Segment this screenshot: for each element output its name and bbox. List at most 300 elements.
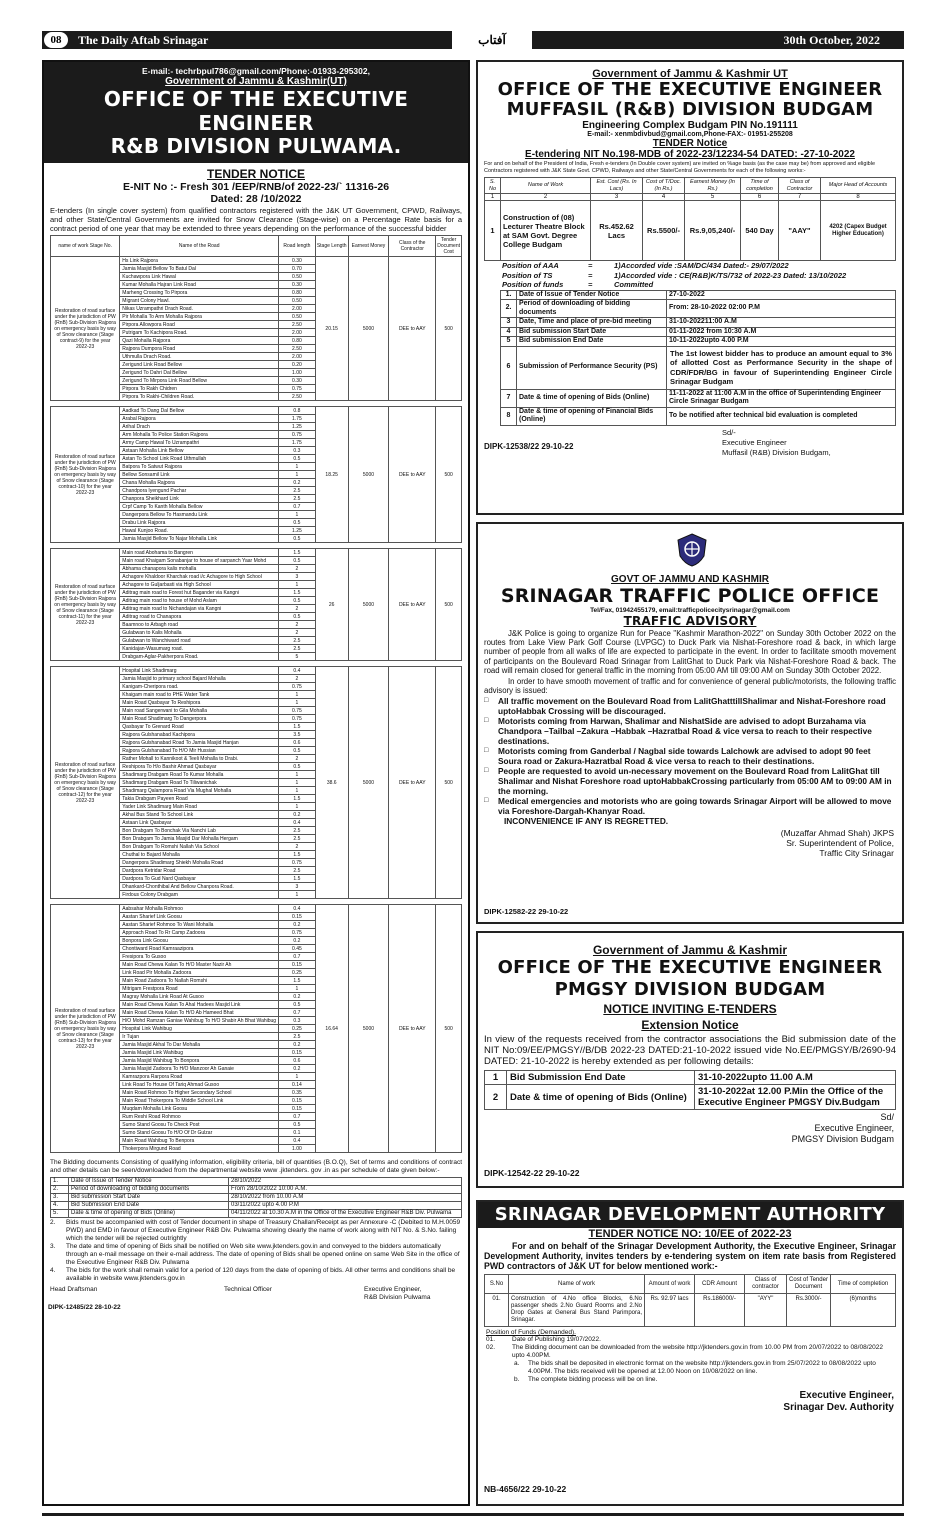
pmgsy-division-title: PMGSY DIVISION BUDGAM (554, 979, 826, 1000)
schedule-cell: 10-11-2022upto 4.00 P.M (667, 337, 896, 347)
road-name: Dangerpora Shadimarg Shiekh Mohalla Road (120, 859, 279, 867)
schedule-cell: 8 (501, 407, 517, 425)
budgam-col-number: 3 (591, 194, 643, 201)
advisory-item: □ Motorists coming from Harwan, Shalimar and NishatSide are advised to adopt Burzahama via Chandpora –Tailbal –Zakura –Habbak –Hazratbal Road & vice versa to reach to their respective destinations. (478, 716, 896, 746)
road-name: Kuchawpora Link Hawal (120, 273, 279, 281)
budgam-cell: Rs.9,05,240/- (685, 201, 741, 261)
road-name: Kanigam-Cheripora road. (120, 683, 279, 691)
budgam-cell: "AAY" (779, 201, 821, 261)
road-name: Achagore to Guljarbasti via High School (120, 581, 279, 589)
sda-dipk: NB-4656/22 29-10-22 (484, 1484, 567, 1494)
budgam-cell: Construction of (08) Lecturer Theatre Block at SAM Govt. Degree College Budgam (501, 201, 591, 261)
road-name: Aastan Sharief Link Goosu (120, 913, 279, 921)
road-length: 0.15 (279, 1049, 316, 1057)
road-name: Hospital Link Wahibug (120, 1025, 279, 1033)
road-name: Bon Drabgam To Romshi Nallah Via School (120, 843, 279, 851)
stage-stage: 16.64 (315, 905, 348, 1153)
road-name: Migrant Colony Hawl. (120, 297, 279, 305)
sda-col-header: CDR Amount (695, 1275, 745, 1294)
road-length: 0.75 (279, 385, 316, 393)
schedule-cell: 28/10/2022 (229, 1178, 462, 1186)
road-length: 0.8 (279, 407, 316, 415)
road-length: 1 (279, 581, 316, 589)
newspaper-name: The Daily Aftab Srinagar (78, 33, 209, 47)
road-name: Main Road Zadoora To Nallah Romshi (120, 977, 279, 985)
road-name: Dhankard-Chonthibal And Bellow Chanpora Road. (120, 883, 279, 891)
position-eq: = (588, 261, 593, 270)
budgam-intro: For and on behalf of the President of India, Fresh e-tenders (In Double cover system) are invited on %age basis (as the case may be) from approved and eligible Contractors registered with J&K State Govt. CPWD, Railways and other State/Central Governments for each of the following works:- (484, 161, 876, 174)
pmgsy-intro: In view of the requests received from the contractor associations the Bid submission date of the NIT No:09/EE/PMGSY//B/DB 2022-23 DATED:21-10-2022 issued vide No.EE/PMGSY/B/2690-94 DATED: 21-10-2022 is hereby extended as per following details: (484, 1034, 896, 1067)
budgam-col-number: 5 (685, 194, 741, 201)
sda-tender-ad (476, 1200, 904, 1506)
sda-col-header: S.No (485, 1275, 509, 1294)
road-name: Pirpora To Rakh Chidren (120, 385, 279, 393)
budgam-cell: 4202 (Capex Budget Higher Education) (821, 201, 896, 261)
pmgsy-cell: 1 (485, 1071, 507, 1085)
position-value: 1)Accorded vide :SAM/DC/434 Dated:- 29/07/2022 (614, 261, 789, 270)
traffic-advisory-heading: TRAFFIC ADVISORY (623, 614, 757, 628)
road-length: 0.5 (279, 1001, 316, 1009)
road-name: Main Road Rohmoo To Higher Secondary School (120, 1089, 279, 1097)
road-length: 1.5 (279, 875, 316, 883)
road-name: Main Road Thokerpora To Middle School Link (120, 1097, 279, 1105)
road-length: 1.5 (279, 589, 316, 597)
stage-cls: DEE to AAY (389, 257, 436, 401)
traffic-dipk: DIPK-12582-22 29-10-22 (484, 907, 569, 916)
road-name: Magray Mohalla Link Road At Gusoo (120, 993, 279, 1001)
road-name: Dangerpora Bellow To Hasmandu Link (120, 511, 279, 519)
road-length: 0.50 (279, 273, 316, 281)
pulwama-col-header: Earnest Money (348, 236, 389, 257)
table-row (51, 549, 462, 557)
road-name: Gulabwan to Wanchiward road (120, 637, 279, 645)
road-name: Link Road Pir Mohalla Zadoora (120, 969, 279, 977)
advisory-item: □ Medical emergencies and motorists who are going towards Srinagar Airport will be allowed to move via Foreshore-Dargah-Khanyar Road. (478, 796, 896, 816)
road-length: 0.75 (279, 707, 316, 715)
pulwama-schedule-table (50, 1177, 462, 1218)
pmgsy-row (485, 1071, 896, 1085)
position-label: Position of AAA (502, 261, 559, 270)
road-length: 0.2 (279, 811, 316, 819)
traffic-para1: J&K Police is going to organize Run for Peace "Kashmir Marathon-2022" on Sunday 30th October 2022 on the routes from Lake View Park Golf Course (LVPGC) to Duck Park via Nishat-Foreshore road & back, in which large number of people from all walks of life are expected to participate in the event. In order to facilitate smooth movement of participants on the Boulevard Road Srinagar from LalitGhat to Duck Park via Nishat-Foreshore Road & back. The road will remain closed for general traffic in the morning from 05:00 AM till 09:00 AM on Sunday 30th October 2022. (484, 629, 896, 675)
pulwama-tender-ad (42, 60, 470, 1506)
road-length: 0.7 (279, 953, 316, 961)
table-row (51, 905, 462, 913)
schedule-cell: 01-11-2022 from 10:30 A.M (667, 327, 896, 337)
sda-point-number: 01. (486, 1336, 496, 1343)
road-length: 0.2 (279, 1041, 316, 1049)
road-name: Thokerpora Mirgund Road (120, 1145, 279, 1153)
stage-stage: 38.6 (315, 667, 348, 899)
road-name: Aabsahar Mohalla Rohmoo (120, 905, 279, 913)
road-length: 1 (279, 471, 316, 479)
road-name: Crpf Camp To Kanth Mohalla Bellow (120, 503, 279, 511)
pmgsy-sign-ee: Executive Engineer, (814, 1123, 894, 1133)
road-length: 0.30 (279, 281, 316, 289)
road-length: 0.15 (279, 1097, 316, 1105)
road-name: Main Road Qasbayar To Reshipora (120, 699, 279, 707)
road-name: Sumo Stand Goosu To H/O Of Dr Gulzar (120, 1129, 279, 1137)
road-length: 0.70 (279, 265, 316, 273)
pulwama-sign-ee2: R&B Division Pulwama (364, 1294, 431, 1301)
road-name: Shadimarg Drabgam Road To Kumar Mohalla (120, 771, 279, 779)
sda-sign-authority: Srinagar Dev. Authority (783, 1402, 894, 1413)
schedule-row (51, 1194, 462, 1202)
road-name: Firdous Colony Drabgam (120, 891, 279, 899)
stage-cls: DEE to AAY (389, 667, 436, 899)
road-name: Arm Mohalla To Police Station Rajpora (120, 431, 279, 439)
schedule-cell: Submission of Performance Security (PS) (517, 346, 667, 389)
road-length: 0.6 (279, 739, 316, 747)
budgam-division-title: MUFFASIL (R&B) DIVISION BUDGAM (506, 99, 874, 120)
road-name: Pirpora Allowpora Road (120, 321, 279, 329)
pmgsy-cell: Bid Submission End Date (507, 1071, 695, 1085)
road-name: Jamia Masjid Link Wahibug (120, 1049, 279, 1057)
position-value: Committed (614, 280, 654, 289)
sda-cell: (6)months (831, 1294, 896, 1327)
schedule-cell: Date of Issue of Tender Notice (69, 1178, 229, 1186)
budgam-cell: 540 Day (741, 201, 779, 261)
schedule-row (501, 290, 896, 300)
pulwama-works-table (50, 235, 462, 1153)
budgam-cell: Rs.5500/- (643, 201, 685, 261)
sda-cell: 01. (485, 1294, 509, 1327)
road-name: Aastan Sharief Rohmoo To Wani Mohalla (120, 921, 279, 929)
pmgsy-table (484, 1070, 896, 1110)
road-length: 0.5 (279, 763, 316, 771)
road-name: Drabgam-Aglar-Pakherpora Road. (120, 653, 279, 661)
stage-em: 5000 (348, 549, 389, 661)
road-name: Shadimarg Qalampora Road Via Mughal Mohalla (120, 787, 279, 795)
road-name: Main road Khaigam Sonabanjar to house of sarpanch Yaar Mohd (120, 557, 279, 565)
road-name: Fresipora To Gusoo (120, 953, 279, 961)
budgam-sign-ee: Executive Engineer (722, 437, 787, 447)
road-length: 1.5 (279, 977, 316, 985)
pmgsy-cell: 2 (485, 1085, 507, 1110)
budgam-nit: E-tendering NIT No.198-MDB of 2022-23/12234-54 DATED: -27-10-2022 (525, 149, 855, 160)
road-length: 0.7 (279, 1009, 316, 1017)
budgam-gov: Government of Jammu & Kashmir UT (592, 68, 788, 80)
road-name: Nikas Uzrampathri Drach Road. (120, 305, 279, 313)
road-length: 0.5 (279, 1121, 316, 1129)
road-length: 0.2 (279, 993, 316, 1001)
schedule-cell: 3 (501, 318, 517, 328)
sda-sign-ee: Executive Engineer, (799, 1390, 894, 1401)
road-name: Bon Drabgam To Jamia Masjid Dar Mohalla Hergam (120, 835, 279, 843)
sda-funds: Position of Funds (Demanded). (486, 1329, 576, 1336)
sda-point-text: Date of Publishing 19/07/2022. (512, 1336, 601, 1343)
note-text: The date and time of opening of Bids shall be notified on Web site www.jktenders.gov.in and conveyed to the bidders automatically through an e-mail message on their e-mail address. The date of opening of Bids shall be opened online on same Web Site in the office of the Executive Engineer R&B Div. Pulwama (66, 1243, 460, 1266)
road-name: Ir Tujan (120, 1033, 279, 1041)
road-length: 2.5 (279, 637, 316, 645)
road-length: 0.20 (279, 361, 316, 369)
traffic-para2: In order to have smooth movement of traffic and for convenience of general public/motorists, the following traffic advisory is issued: (484, 677, 896, 696)
pulwama-division-title: R&B DIVISION PULWAMA. (110, 134, 402, 158)
advisory-item: □ Motorists coming from Ganderbal / Nagbal side towards Lalchowk are advised to adopt 90 feet Soura road or Zakura-Hazratbal Road & vice versa to reach to their destinations. (478, 746, 896, 766)
schedule-cell: Period of downloading of bidding documents (517, 300, 667, 318)
road-length: 1.00 (279, 1145, 316, 1153)
schedule-cell: Date of Issue of Tender Notice (517, 290, 667, 300)
shield-icon (674, 532, 710, 568)
road-length: 2.5 (279, 835, 316, 843)
road-length: 1.5 (279, 851, 316, 859)
road-name: Aditrag main road to Forest hut Bagander via Kangni (120, 589, 279, 597)
note-text: The bids for the work shall remain valid for a period of 120 days from the date of opening of bids. All other terms and conditions shall be available in website www.jktenders.gov.in (66, 1267, 456, 1282)
road-length: 1.00 (279, 369, 316, 377)
budgam-col-header: Name of Work (501, 178, 591, 194)
road-name: Akhal Bus Stand To School Link (120, 811, 279, 819)
table-row (51, 257, 462, 265)
schedule-row (51, 1186, 462, 1194)
road-name: Gulabwan to Kalis Mohalla (120, 629, 279, 637)
budgam-col-header: Earnest Money (In Rs.) (685, 178, 741, 194)
position-label: Position of TS (502, 270, 553, 280)
road-length: 0.5 (279, 455, 316, 463)
schedule-cell: Bid Submission End Date (69, 1202, 229, 1210)
road-length: 0.30 (279, 377, 316, 385)
pulwama-nit: E-NIT No :- Fresh 301 /EEP/RNB/of 2022-23/` 11316-26 (122, 181, 390, 193)
pulwama-sign-tech: Technical Officer (224, 1286, 272, 1293)
pmgsy-office-title: OFFICE OF THE EXECUTIVE ENGINEER (497, 957, 883, 978)
road-length: 2.5 (279, 645, 316, 653)
road-name: Astaan Link Qasbayar (120, 819, 279, 827)
schedule-cell: Date & time of opening of Financial Bids (Online) (517, 407, 667, 425)
sda-point-text: The Bidding document can be downloaded from the website http://jktenders.gov.in from 10.00 PM from 20/07/2022 to 08/08/2022 upto 4.00PM. (512, 1344, 883, 1359)
road-length: 1 (279, 985, 316, 993)
road-length: 0.2 (279, 921, 316, 929)
pulwama-sign-ee1: Executive Engineer, (364, 1286, 422, 1293)
road-name: Aadkad To Dang Dal Bellow (120, 407, 279, 415)
newspaper-logo: آفتاب (452, 31, 532, 49)
stage-name: Restoration of road surface under the jurisdiction of PW (RnB) Sub-Division Rajpora on emergency basis by way of Snow clearance (Stage contract-12) for the year 2022-23 (51, 667, 120, 899)
schedule-cell: 2. (501, 300, 517, 318)
budgam-col-header: Time of completion (741, 178, 779, 194)
road-length: 0.4 (279, 905, 316, 913)
road-length: 0.25 (279, 969, 316, 977)
schedule-cell: Date, Time and place of pre-bid meeting (517, 318, 667, 328)
road-length: 1 (279, 463, 316, 471)
sda-subpoint (514, 1376, 894, 1384)
road-name: Sumo Stand Goosu To Check Post (120, 1121, 279, 1129)
road-length: 0.5 (279, 597, 316, 605)
road-length: 1.75 (279, 439, 316, 447)
position-label: Position of funds (502, 280, 564, 289)
budgam-cell: 1 (485, 201, 501, 261)
road-name: H/O Mohd Ramzan Ganiae Wahibug To H/O Shabir Ah Bhat Wahibug (120, 1017, 279, 1025)
stage-cost: 500 (436, 667, 462, 899)
road-name: Approach Road To Rr Camp Zadoora (120, 929, 279, 937)
road-length: 1 (279, 1073, 316, 1081)
traffic-sign-title: Sr. Superintendent of Police, (786, 838, 894, 849)
road-name: Zerigund Link Road Bellow (120, 361, 279, 369)
stage-stage: 26 (315, 549, 348, 661)
pulwama-gov: Government of Jammu & Kashmir(UT) (165, 76, 347, 87)
road-length: 2 (279, 755, 316, 763)
road-length: 0.80 (279, 289, 316, 297)
police-emblem (674, 532, 710, 568)
road-length: 0.7 (279, 1113, 316, 1121)
schedule-cell: Date & time of opening of Bids (Online) (69, 1210, 229, 1218)
road-length: 2 (279, 565, 316, 573)
stage-stage: 18.25 (315, 407, 348, 543)
road-length: 1 (279, 891, 316, 899)
road-length: 2 (279, 675, 316, 683)
pulwama-bidding-text: The Bidding documents Consisting of qualifying information, eligibility criteria, bill of quantities (B.O.Q), Set of terms and conditions of contract and other details can be seen/downloaded from the departmental website www .jktenders. gov .in as per schedule of date given below:- (50, 1159, 462, 1174)
schedule-cell: To be notified after technical bid evaluation is completed (667, 407, 896, 425)
pulwama-col-header: Road length (279, 236, 316, 257)
road-length: 0.15 (279, 961, 316, 969)
road-length: 0.75 (279, 715, 316, 723)
road-length: 0.80 (279, 337, 316, 345)
road-length: 1.25 (279, 423, 316, 431)
road-name: Main Road Chewa Kalan To H/O Master Nazir Ah (120, 961, 279, 969)
road-length: 0.5 (279, 519, 316, 527)
schedule-cell: The 1st lowest bidder has to produce an amount equal to 3% of allotted Cost as Performance Security in the shape of CDR/FDR/BG in favour of Superintending Engineer Circle Srinagar Budgam (667, 346, 896, 389)
schedule-cell: 1. (51, 1178, 69, 1186)
road-length: 2.00 (279, 305, 316, 313)
road-name: Hs Link Rajpora (120, 257, 279, 265)
position-value: 1)Accorded vide : CE(R&B)K/TS/732 of 2022-23 Dated: 13/10/2022 (614, 270, 847, 280)
footer-rule (42, 1513, 904, 1516)
road-name: Astan To School Link Road Uthmullah (120, 455, 279, 463)
road-length: 0.15 (279, 1105, 316, 1113)
road-length: 0.2 (279, 479, 316, 487)
road-name: Aditrag main road to Nichandajan via Kangni (120, 605, 279, 613)
road-name: Main Road Chewa Kalan To H/O Ab Hameed Bhat (120, 1009, 279, 1017)
road-name: Muqdam Mohalla Link Goosu (120, 1105, 279, 1113)
pulwama-col-header: Stage Length (315, 236, 348, 257)
sda-subpoint-text: The complete bidding process will be on line. (528, 1376, 658, 1383)
road-length: 0.15 (279, 913, 316, 921)
budgam-schedule-table (500, 290, 896, 426)
note-number: 2. (50, 1219, 56, 1226)
sda-subpoint-letter: b. (514, 1376, 520, 1383)
road-name: Rajpora Dumpora Road (120, 345, 279, 353)
sda-cell: Rs. 92.97 lacs (645, 1294, 695, 1327)
road-length: 0.50 (279, 313, 316, 321)
road-length: 0.75 (279, 683, 316, 691)
road-length: 5 (279, 653, 316, 661)
position-eq: = (588, 270, 593, 280)
road-name: Main Road Wahibug To Benpora (120, 1137, 279, 1145)
road-length: 1.5 (279, 795, 316, 803)
road-name: Jamia Masjid to primary school Bajard Mohalla (120, 675, 279, 683)
schedule-cell: 6 (501, 346, 517, 389)
road-name: Arabal Rajpora (120, 415, 279, 423)
traffic-sign-name: (Muzaffar Ahmad Shah) JKPS (780, 828, 894, 839)
road-name: Rajpora Gulshanabad Kachipora (120, 731, 279, 739)
budgam-office-title: OFFICE OF THE EXECUTIVE ENGINEER (497, 79, 883, 100)
stage-cost: 500 (436, 257, 462, 401)
pulwama-col-header: Tender Document Cost (437, 237, 461, 255)
pmgsy-row (485, 1085, 896, 1110)
budgam-col-header: Class of Contractor (779, 178, 821, 194)
sda-cell: "AYY" (745, 1294, 787, 1327)
schedule-row (51, 1178, 462, 1186)
pulwama-col-header: Name of the Road (120, 236, 279, 257)
sda-subpoint-text: The bids shall be deposited in electronic format on the website http://jktenders.gov.in from 25/07/2022 to 08/08/2022 upto 4.00PM. The bids received will be opened at 12.00 Noon on 10/08/2022 on line. (528, 1360, 876, 1375)
road-name: Bellow Sonsamil Link (120, 471, 279, 479)
road-length: 1 (279, 691, 316, 699)
stage-name: Restoration of road surface under the jurisdiction of PW (RnB) Sub-Division Rajpora on emergency basis by way of Snow clearance (Stage contract-9) for the year 2022-23 (51, 257, 120, 401)
schedule-cell: Bid submission Start Date (69, 1194, 229, 1202)
road-length: 1 (279, 771, 316, 779)
road-name: Mitrigam Frestpora Road (120, 985, 279, 993)
stage-cls: DEE to AAY (389, 407, 436, 543)
stage-stage: 20.15 (315, 257, 348, 401)
road-name: Aditrag road to Chanapora (120, 613, 279, 621)
road-name: Chandpora Iyengund Pachar (120, 487, 279, 495)
road-length: 0.4 (279, 819, 316, 827)
road-name: Khaigam main road to PHE Water Tank (120, 691, 279, 699)
road-name: Batpora To Satwut Rajpora (120, 463, 279, 471)
pmgsy-gov: Government of Jammu & Kashmir (592, 943, 788, 957)
pulwama-dipk: DIPK-12485/22 28-10-22 (48, 1304, 121, 1311)
pulwama-col-header: Class of the Contractor (389, 236, 436, 257)
pulwama-office-title: OFFICE OF THE EXECUTIVE ENGINEER (103, 87, 409, 135)
road-length: 2.5 (279, 867, 316, 875)
budgam-col-number: 1 (485, 194, 501, 201)
road-name: Chana Mohalla Rajpora (120, 479, 279, 487)
road-name: Pirpora To Rakhi-Children Road. (120, 393, 279, 401)
sda-title: SRINAGAR DEVELOPMENT AUTHORITY (478, 1202, 902, 1228)
road-name: Zerigund To Dahri Dal Bellow (120, 369, 279, 377)
pulwama-sign-head: Head Draftsman (50, 1286, 98, 1293)
budgam-cell: Rs.452.62 Lacs (591, 201, 643, 261)
schedule-cell: From: 28-10-2022 02:00 P.M (667, 300, 896, 318)
schedule-cell: 11-11-2022 at 11:00 A.M in the office of Superintending Engineer Circle Srinagar Budgam (667, 389, 896, 407)
road-name: Rajpora Gulshanabad Road To Jamia Masjid Hanjan (120, 739, 279, 747)
road-name: Jamia Masjid Zadoora To H/O Manzoor Ah Ganaie (120, 1065, 279, 1073)
road-name: Main road Abohama to Bangren (120, 549, 279, 557)
road-name: Jamia Masjid Bellow To Batul Dal (120, 265, 279, 273)
road-length: 2.50 (279, 345, 316, 353)
schedule-cell: Bid submission End Date (517, 337, 667, 347)
road-name: Hospital Link Shadimarg (120, 667, 279, 675)
road-name: Dardpora Ketridar Road (120, 867, 279, 875)
road-name: Uthmulla Drach Road. (120, 353, 279, 361)
road-length: 0.6 (279, 1057, 316, 1065)
road-length: 0.5 (279, 557, 316, 565)
pulwama-dated: Dated: 28 /10/2022 (210, 193, 302, 205)
note-item (50, 1219, 462, 1243)
road-length: 1.5 (279, 549, 316, 557)
budgam-col-number: 8 (821, 194, 896, 201)
pulwama-col-header: name of work Stage No. (51, 236, 120, 257)
advisory-item: □ People are requested to avoid un-necessary movement on the Boulevard Road from LalitGhat till Shalimar and Nishat Foreshore road uptoHabbakCrossing particularly from 05:00 AM to 09:00 AM in the morning. (478, 766, 896, 796)
stage-em: 5000 (348, 667, 389, 899)
road-name: Chontiward Road Kamraazipora (120, 945, 279, 953)
pmgsy-notice: NOTICE INVITING E-TENDERS (603, 1002, 777, 1016)
budgam-sd: Sd/- (722, 427, 736, 437)
sda-col-header: Class of contractor (745, 1275, 787, 1294)
sda-cell: Rs.3000/- (787, 1294, 831, 1327)
road-length: 0.3 (279, 447, 316, 455)
schedule-cell: Bid submission Start Date (517, 327, 667, 337)
road-length: 2.50 (279, 321, 316, 329)
road-name: Aditrag main road to house of Mohd Aslam (120, 597, 279, 605)
road-length: 0.35 (279, 1089, 316, 1097)
road-length: 0.3 (279, 1017, 316, 1025)
sda-point-number: 02. (486, 1344, 496, 1351)
position-eq: = (588, 280, 593, 289)
sda-intro: For and on behalf of the Srinagar Development Authority, the Executive Engineer, Srinagar Development Authority, invites tenders by e-tendering system on item rate basis from Registered PWD contractors of J&K UT for below mentioned work:- (484, 1241, 896, 1271)
road-name: Yader Link Shadimarg Main Road (120, 803, 279, 811)
road-name: Rajpora Gulshanabad To H/O Mir Hussian (120, 747, 279, 755)
traffic-inconvenience: INCONVENIENCE IF ANY IS REGRETTED. (504, 816, 669, 827)
pulwama-notes (44, 1218, 468, 1284)
budgam-position-row (502, 271, 896, 281)
